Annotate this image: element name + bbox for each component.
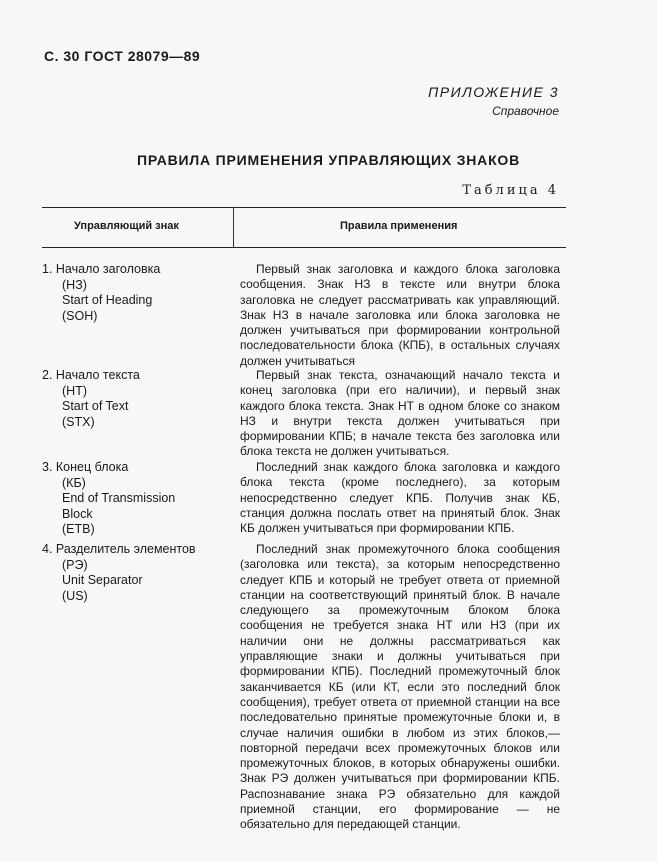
usage-rule-text: Первый знак заголовка и каждого блока заголовка сообщения. Знак НЗ в тексте или внутри блока заголовка не следует рассматривать как управляющий. Знак НЗ в начале заголовка или блока заголовка не должен учитываться при формировании контрольной последовательности блока (КПБ), в остальных случаях должен учитываться bbox=[240, 262, 560, 368]
control-sign bbox=[42, 368, 227, 430]
sign-name-en: Unit Separator bbox=[62, 573, 143, 587]
table-top-rule bbox=[42, 207, 566, 208]
control-sign bbox=[42, 262, 227, 324]
sign-name-en: Start of Heading bbox=[62, 293, 153, 307]
column-header-rules: Правила применения bbox=[340, 220, 458, 232]
usage-rule-text: Последний знак каждого блока заголовка и каждого блока текста (кроме последнего), за которым непосредственно следует КПБ. Получив знак КБ, станция должна послать ответ на принятый блок. Знак КБ должен учитываться при формировании КПБ. bbox=[240, 460, 560, 536]
sign-abbr-en: (US) bbox=[62, 588, 88, 603]
sign-abbr-ru: (НЗ) bbox=[62, 277, 87, 292]
sign-name: 2. Начало текста bbox=[42, 368, 140, 382]
page-header: С. 30 ГОСТ 28079—89 bbox=[44, 48, 201, 64]
sign-name: 4. Разделитель элементов bbox=[42, 542, 196, 556]
sign-name: 1. Начало заголовка bbox=[42, 262, 161, 276]
usage-rule bbox=[240, 542, 560, 833]
sign-abbr-ru: (КБ) bbox=[62, 475, 86, 490]
usage-rule bbox=[240, 368, 560, 460]
sign-abbr-ru: (РЭ) bbox=[62, 557, 88, 572]
table-label: Таблица 4 bbox=[462, 183, 559, 198]
sign-abbr-en: (STX) bbox=[62, 414, 95, 429]
usage-rule bbox=[240, 262, 560, 369]
sign-name-en: End of Transmission bbox=[62, 491, 176, 505]
appendix-subtitle: Справочное bbox=[492, 104, 559, 118]
appendix-title: ПРИЛОЖЕНИЕ 3 bbox=[428, 84, 559, 100]
sign-name-en: Start of Text bbox=[62, 399, 129, 413]
sign-abbr-ru: (НТ) bbox=[62, 383, 87, 398]
table-header-rule bbox=[42, 247, 566, 248]
page-title: ПРАВИЛА ПРИМЕНЕНИЯ УПРАВЛЯЮЩИХ ЗНАКОВ bbox=[136, 152, 521, 168]
control-sign bbox=[42, 460, 227, 538]
appendix-block bbox=[428, 84, 559, 118]
sign-name: 3. Конец блока bbox=[42, 460, 129, 474]
usage-rule bbox=[240, 460, 560, 536]
usage-rule-text: Первый знак текста, означающий начало текста и конец заголовка (при его наличии), и первый знак каждого блока текста. Знак НТ в одном блоке со знаком НЗ и внутри текста должен учитываться при формировании КПБ; в начале текста без заголовка или блока текста не должен учитываться. bbox=[240, 368, 560, 459]
sign-name-en-cont: Block bbox=[62, 506, 93, 521]
control-sign bbox=[42, 542, 227, 604]
usage-rule-text: Последний знак промежуточного блока сообщения (заголовка или текста), за которым непосредственно следует КПБ и который не требует ответа от приемной станции на соответствующий принятый блок. В начале следующего за промежуточным блоком блока сообщения не требуется знака НТ или НЗ (при их наличии они не должны рассматриваться как управляющие знаки и должны учитываться при формировании КПБ). Последний промежуточный блок заканчивается КБ (или КТ, если это последний блок сообщения), требует ответа от приемной станции на все последовательно принятые промежуточные блоки и, в случае наличия ошибки в любом из этих блоков,— повторной передачи всех промежуточных блоков или промежуточных блоков, в которых обнаружены ошибки. Знак РЭ должен учитываться при формировании КПБ. Распознавание знака РЭ обязательно для каждой приемной станции, его формирование — не обязательно для передающей станции. bbox=[240, 542, 560, 832]
column-header-sign: Управляющий знак bbox=[74, 220, 179, 232]
sign-abbr-en: (ETB) bbox=[62, 522, 95, 536]
sign-abbr-en: (SOH) bbox=[62, 308, 98, 323]
column-separator bbox=[233, 207, 234, 247]
